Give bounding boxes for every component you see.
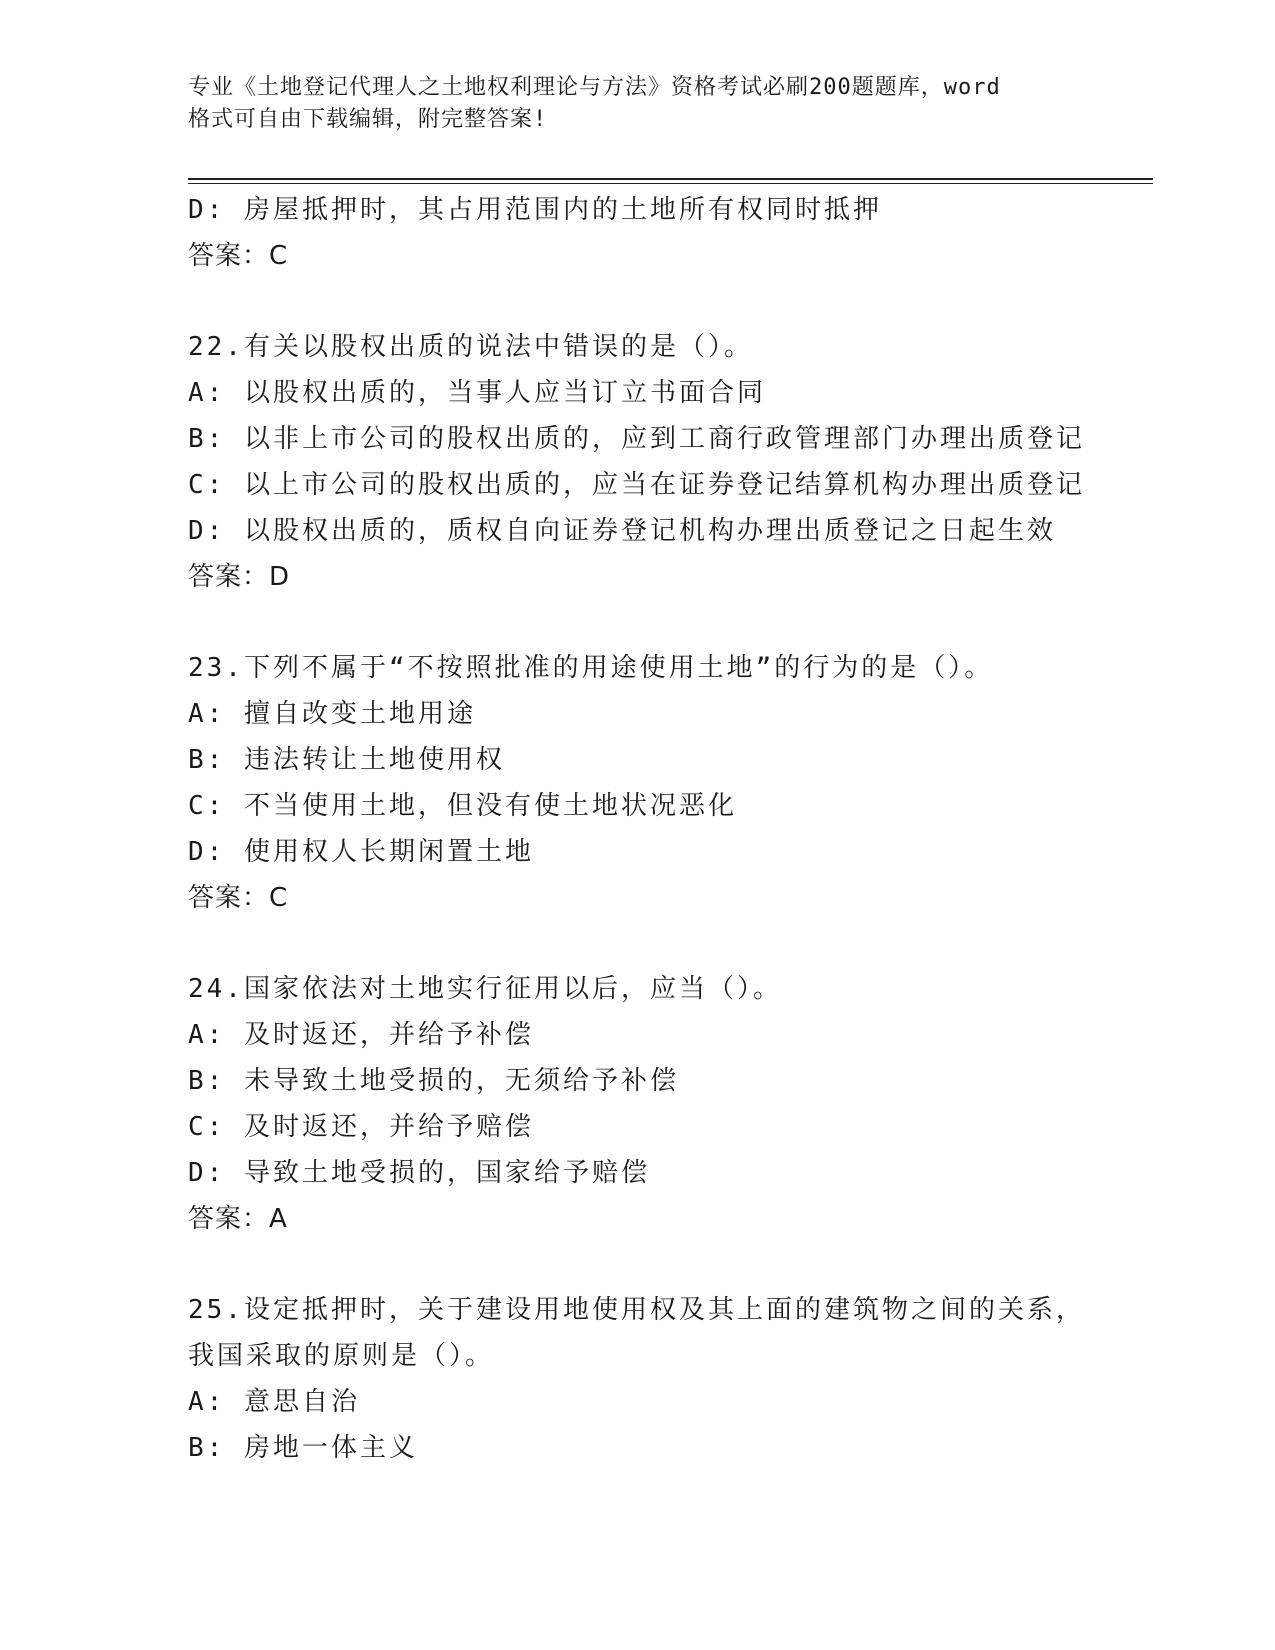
- spacer: [188, 1242, 1088, 1287]
- answer-line: 答案：A: [188, 1204, 288, 1234]
- header-line-2: 格式可自由下载编辑，附完整答案!: [188, 107, 548, 132]
- question-22: [188, 324, 1088, 600]
- question-stem: 25.设定抵押时，关于建设用地使用权及其上面的建筑物之间的关系，: [188, 1295, 1085, 1325]
- header-divider-thin: [188, 183, 1153, 184]
- question-23: [188, 645, 1088, 921]
- header-divider-thick: [188, 178, 1153, 180]
- question-list: [188, 187, 1088, 1471]
- header-line-1: 专业《土地登记代理人之土地权利理论与方法》资格考试必刷200题题库，word: [188, 75, 1001, 100]
- document-header: [188, 72, 1068, 136]
- option-d: D: 使用权人长期闲置土地: [188, 837, 534, 867]
- option-b: B: 房地一体主义: [188, 1433, 418, 1463]
- option-b: B: 违法转让土地使用权: [188, 745, 505, 775]
- option-d: D: 导致土地受损的，国家给予赔偿: [188, 1158, 650, 1188]
- answer-line: 答案：C: [188, 883, 289, 913]
- question-24: [188, 966, 1088, 1242]
- option-d: D: 房屋抵押时，其占用范围内的土地所有权同时抵押: [188, 195, 882, 225]
- option-c: C: 以上市公司的股权出质的，应当在证券登记结算机构办理出质登记: [188, 470, 1085, 500]
- spacer: [188, 600, 1088, 645]
- continued-question: [188, 187, 1088, 279]
- option-d: D: 以股权出质的，质权自向证券登记机构办理出质登记之日起生效: [188, 516, 1056, 546]
- question-stem: 22.有关以股权出质的说法中错误的是（）。: [188, 332, 753, 362]
- question-stem: 24.国家依法对土地实行征用以后，应当（）。: [188, 974, 782, 1004]
- option-c: C: 不当使用土地，但没有使土地状况恶化: [188, 791, 737, 821]
- option-b: B: 未导致土地受损的，无须给予补偿: [188, 1066, 679, 1096]
- question-stem-continued: 我国采取的原则是（）。: [188, 1341, 495, 1371]
- question-25: [188, 1287, 1088, 1471]
- option-a: A: 意思自治: [188, 1387, 360, 1417]
- option-a: A: 以股权出质的，当事人应当订立书面合同: [188, 378, 766, 408]
- spacer: [188, 279, 1088, 324]
- option-a: A: 擅自改变土地用途: [188, 699, 476, 729]
- spacer: [188, 921, 1088, 966]
- question-stem: 23.下列不属于“不按照批准的用途使用土地”的行为的是（）。: [188, 653, 994, 683]
- answer-line: 答案：D: [188, 562, 291, 592]
- option-c: C: 及时返还，并给予赔偿: [188, 1112, 534, 1142]
- answer-line: 答案：C: [188, 241, 289, 271]
- option-b: B: 以非上市公司的股权出质的，应到工商行政管理部门办理出质登记: [188, 424, 1085, 454]
- option-a: A: 及时返还，并给予补偿: [188, 1020, 534, 1050]
